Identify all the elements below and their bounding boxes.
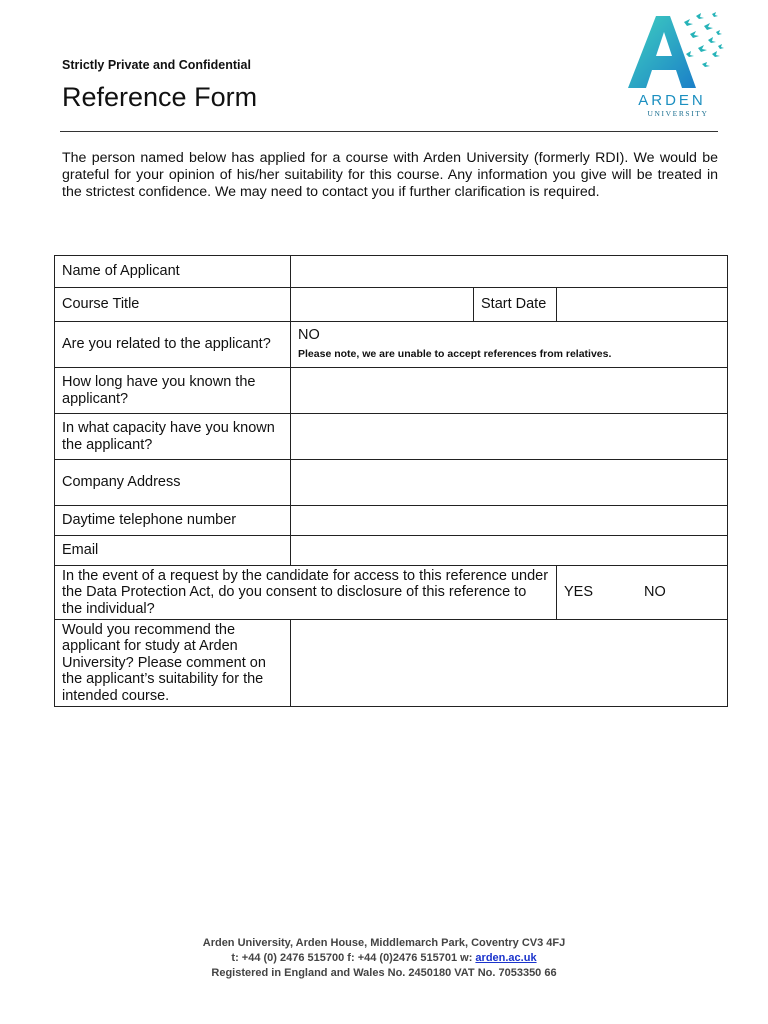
consent-yes-option[interactable]: YES [564,584,594,601]
header-divider [60,131,718,132]
confidential-label: Strictly Private and Confidential [62,58,251,72]
recommend-input[interactable] [291,620,728,707]
known-long-input[interactable] [291,368,728,414]
page-title: Reference Form [62,82,258,112]
related-note: Please note, we are unable to accept references from relatives. [298,348,612,360]
table-row [55,322,728,368]
name-input[interactable] [291,256,728,288]
recommend-label: Would you recommend the applicant for study at Arden University? Please comment on the applicant’s suitability for the intended course. [55,620,291,707]
related-value: NO [298,326,320,343]
table-row [55,460,728,506]
table-row [55,506,728,536]
address-label: Company Address [55,460,291,506]
table-row [55,414,728,460]
logo-a-shape [628,16,696,88]
known-long-label: How long have you known the applicant? [55,368,291,414]
phone-input[interactable] [291,506,728,536]
table-row [55,566,728,620]
footer-contact-text: t: +44 (0) 2476 515700 f: +44 (0)2476 515701 w: [231,952,476,964]
start-date-input[interactable] [557,288,728,322]
start-date-label: Start Date [474,288,557,322]
table-row [55,256,728,288]
logo-text: ARDEN [638,92,706,109]
website-link[interactable]: arden.ac.uk [475,952,537,964]
related-answer[interactable] [291,322,728,368]
logo-subtext: UNIVERSITY [647,109,709,118]
footer-registration: Registered in England and Wales No. 2450180 VAT No. 7053350 66 [211,967,557,979]
capacity-label: In what capacity have you known the applicant? [55,414,291,460]
email-label: Email [55,536,291,566]
arden-university-logo [618,8,728,120]
footer-address: Arden University, Arden House, Middlemarch Park, Coventry CV3 4FJ [202,937,566,949]
related-label: Are you related to the applicant? [55,322,291,368]
course-input[interactable] [291,288,474,322]
intro-paragraph: The person named below has applied for a course with Arden University (formerly RDI). We would be grateful for your opinion of his/her suitability for this course. Any information you give will be treated in the strictest confidence. We may need to contact you if further clarification is required. [62,150,718,200]
reference-form-table [54,255,728,707]
address-input[interactable] [291,460,728,506]
footer [0,936,768,981]
name-label: Name of Applicant [55,256,291,288]
consent-options [557,566,728,620]
footer-contact [0,951,768,966]
table-row [55,620,728,707]
capacity-input[interactable] [291,414,728,460]
table-row [55,368,728,414]
table-row [55,288,728,322]
birds-icon [684,12,724,67]
email-input[interactable] [291,536,728,566]
course-label: Course Title [55,288,291,322]
consent-label: In the event of a request by the candidate for access to this reference under the Data Protection Act, do you consent to disclosure of this reference to the individual? [55,566,557,620]
table-row [55,536,728,566]
phone-label: Daytime telephone number [55,506,291,536]
consent-no-option[interactable]: NO [644,584,666,601]
